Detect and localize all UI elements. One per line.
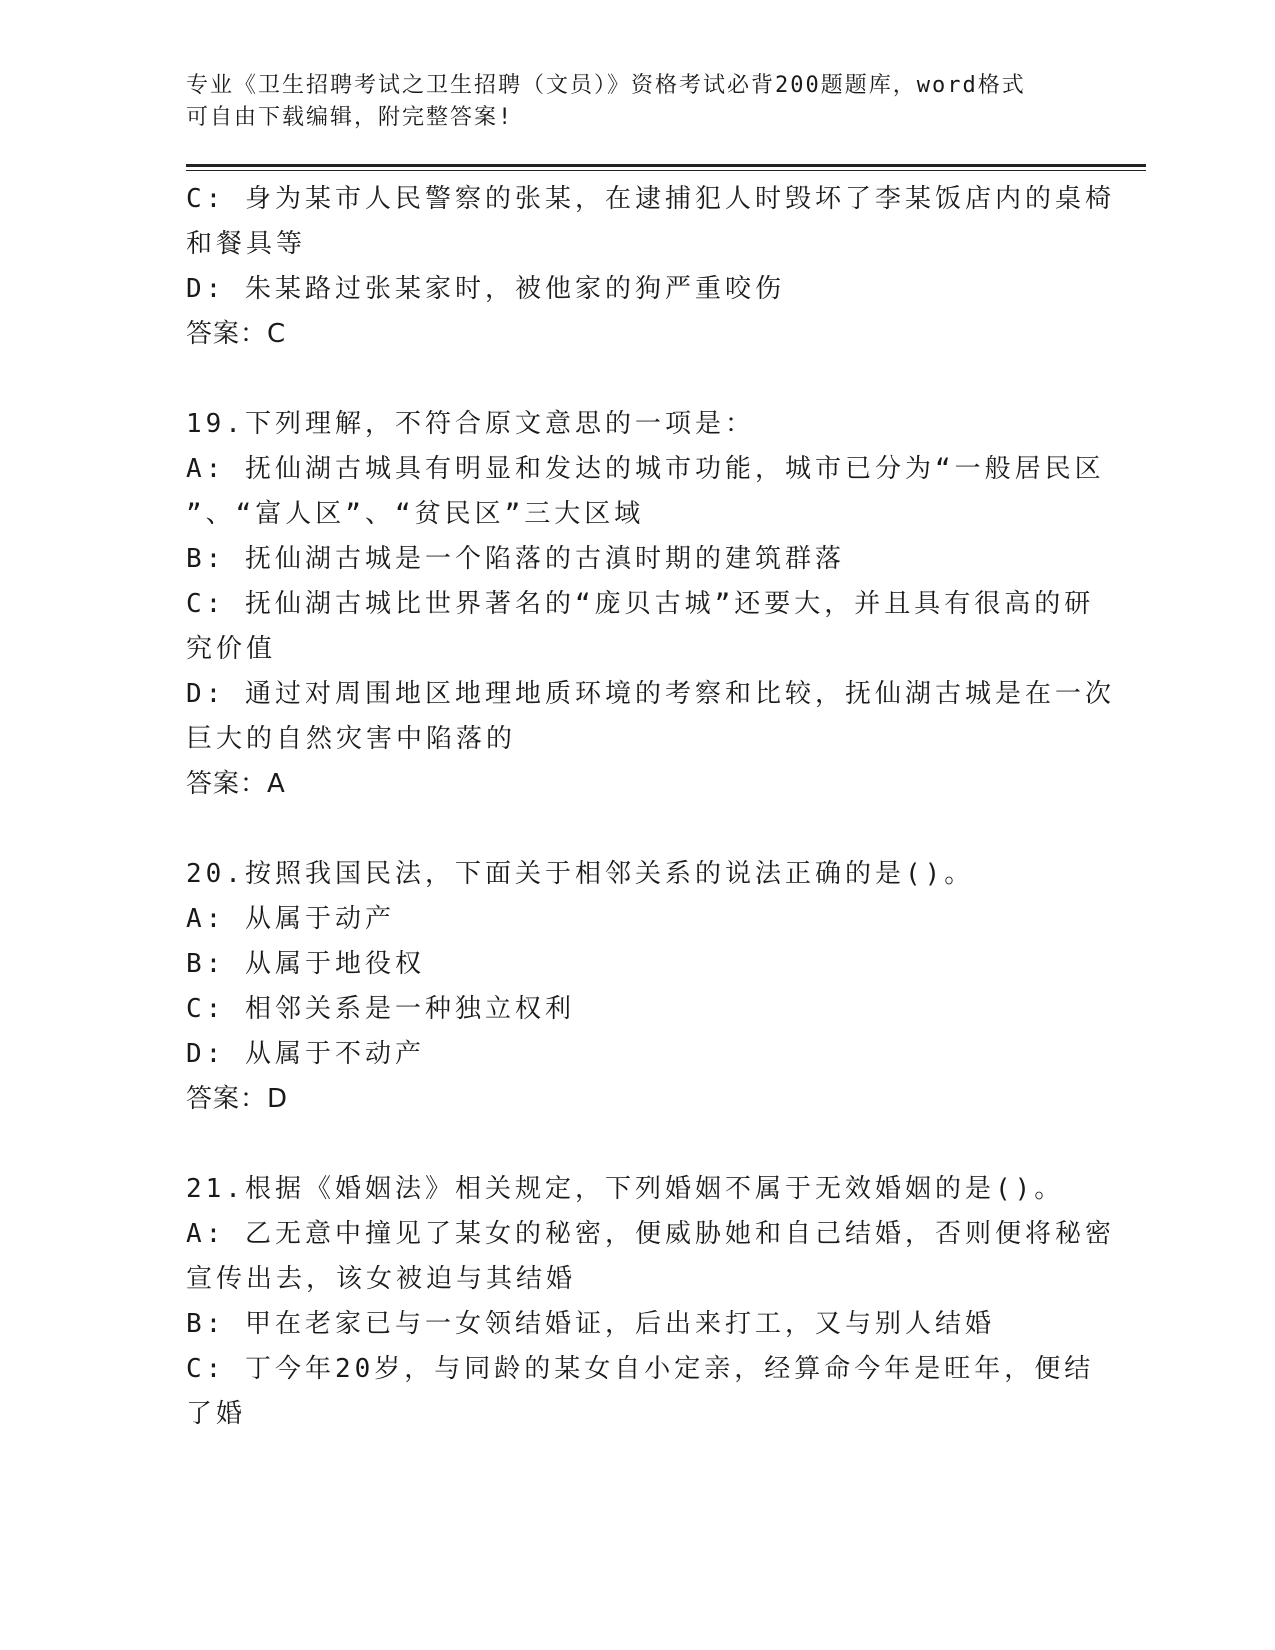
option-c-line-2: 了婚 xyxy=(186,1399,247,1429)
option-b: B: 抚仙湖古城是一个陷落的古滇时期的建筑群落 xyxy=(186,544,845,574)
answer-20: 答案：D xyxy=(186,1084,289,1114)
option-c-line-1: C: 抚仙湖古城比世界著名的“庞贝古城”还要大，并且具有很高的研 xyxy=(186,589,1095,619)
spacer xyxy=(186,357,1066,402)
document-body xyxy=(186,177,1115,1437)
option-a-line-2: 宣传出去，该女被迫与其结婚 xyxy=(186,1264,577,1294)
answer-19: 答案：A xyxy=(186,769,286,799)
question-stem-20: 20.按照我国民法，下面关于相邻关系的说法正确的是()。 xyxy=(186,859,975,889)
option-c-line-1: C: 丁今年20岁，与同龄的某女自小定亲，经算命今年是旺年，便结 xyxy=(186,1354,1095,1384)
question-20 xyxy=(186,852,1066,1122)
document-header xyxy=(186,70,1066,134)
spacer xyxy=(186,1122,1066,1167)
option-d-line-1: D: 通过对周围地区地理地质环境的考察和比较，抚仙湖古城是在一次 xyxy=(186,679,1115,709)
option-d-line-2: 巨大的自然灾害中陷落的 xyxy=(186,724,517,754)
option-b: B: 从属于地役权 xyxy=(186,949,425,979)
option-c-line-1: C: 身为某市人民警察的张某，在逮捕犯人时毁坏了李某饭店内的桌椅 xyxy=(186,184,1115,214)
question-stem-19: 19.下列理解，不符合原文意思的一项是： xyxy=(186,409,755,439)
question-stem-21: 21.根据《婚姻法》相关规定，下列婚姻不属于无效婚姻的是()。 xyxy=(186,1174,1065,1204)
option-c-line-2: 究价值 xyxy=(186,634,277,664)
header-line-2: 可自由下载编辑，附完整答案! xyxy=(186,105,514,130)
option-d: D: 从属于不动产 xyxy=(186,1039,425,1069)
spacer xyxy=(186,807,1066,852)
header-rule xyxy=(186,164,1146,171)
option-a-line-1: A: 乙无意中撞见了某女的秘密，便威胁她和自己结婚，否则便将秘密 xyxy=(186,1219,1115,1249)
header-line-1: 专业《卫生招聘考试之卫生招聘（文员）》资格考试必背200题题库，word格式 xyxy=(186,73,1026,98)
question-19 xyxy=(186,402,1115,807)
option-a-line-2: ”、“富人区”、“贫民区”三大区域 xyxy=(186,499,645,529)
option-c: C: 相邻关系是一种独立权利 xyxy=(186,994,575,1024)
option-d: D: 朱某路过张某家时，被他家的狗严重咬伤 xyxy=(186,274,785,304)
option-a-line-1: A: 抚仙湖古城具有明显和发达的城市功能，城市已分为“一般居民区 xyxy=(186,454,1105,484)
document-page xyxy=(186,70,1146,1437)
question-18 xyxy=(186,177,1115,357)
option-c-line-2: 和餐具等 xyxy=(186,229,307,259)
option-a: A: 从属于动产 xyxy=(186,904,395,934)
answer-18: 答案：C xyxy=(186,319,287,349)
question-21 xyxy=(186,1167,1115,1437)
option-b: B: 甲在老家已与一女领结婚证，后出来打工，又与别人结婚 xyxy=(186,1309,995,1339)
